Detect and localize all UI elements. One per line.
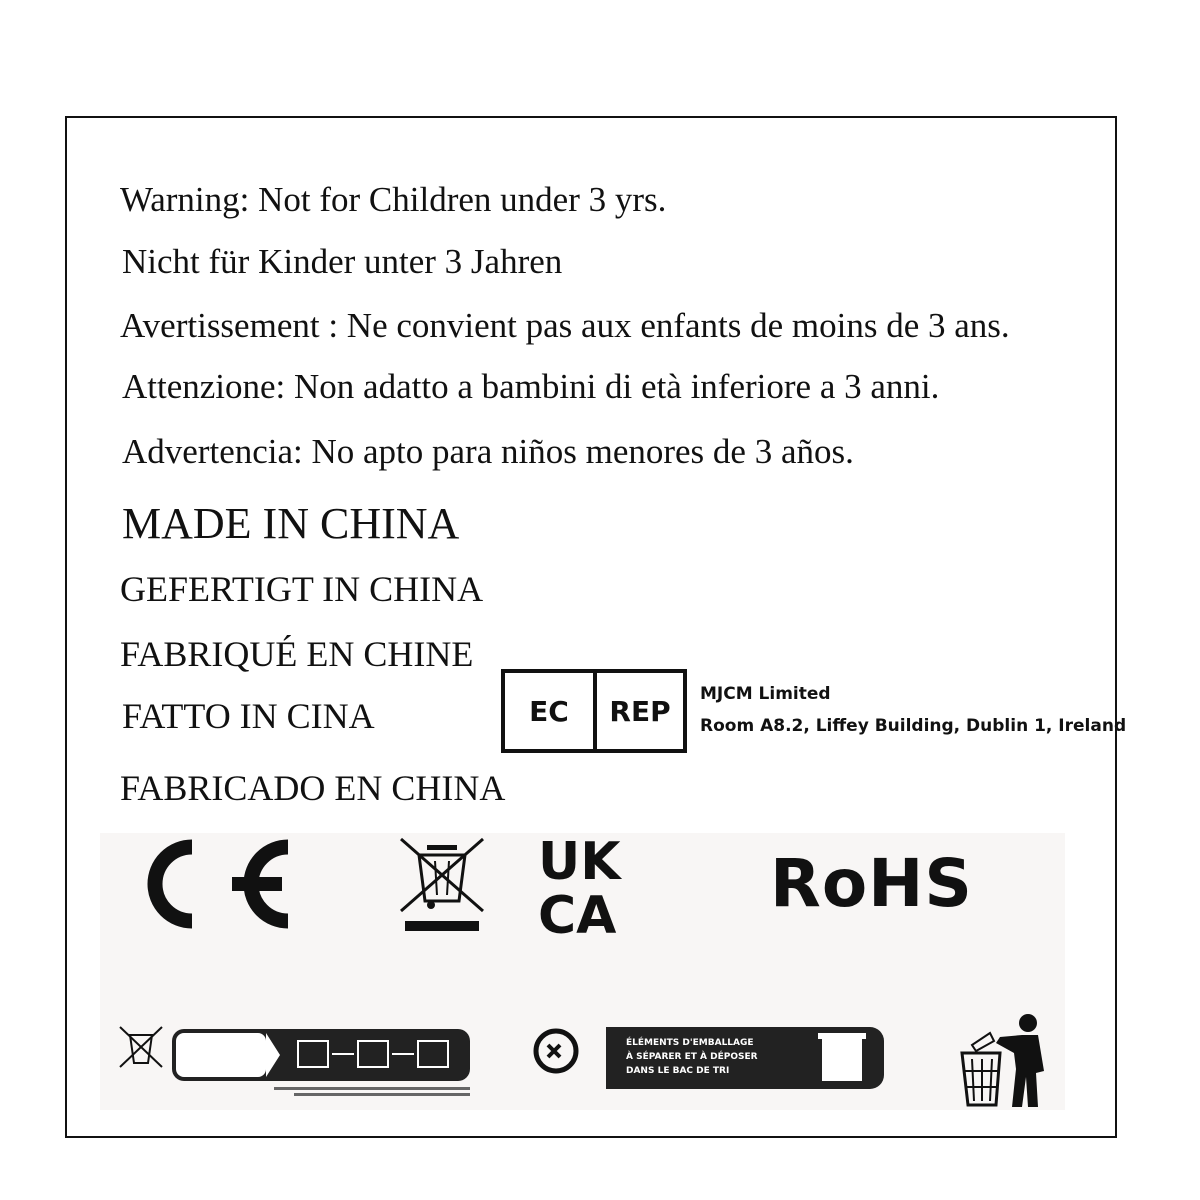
- packaging-text-1: ÉLÉMENTS D'EMBALLAGE: [626, 1038, 754, 1048]
- ec-rep-box: [501, 669, 687, 753]
- compliance-symbols-panel: [100, 833, 1065, 1110]
- ukca-top-text: UK: [538, 835, 621, 892]
- warning-es: Advertencia: No apto para niños menores de 3 años.: [122, 432, 854, 471]
- tidy-man-icon: [958, 1013, 1054, 1109]
- warning-en: Warning: Not for Children under 3 yrs.: [120, 180, 667, 219]
- packaging-text-3: DANS LE BAC DE TRI: [626, 1066, 730, 1076]
- crossed-out-wheelie-bin-icon: [395, 835, 490, 935]
- triman-packaging-icon: [530, 1023, 890, 1093]
- ce-mark-icon: [120, 839, 295, 929]
- warning-it: Attenzione: Non adatto a bambini di età inferiore a 3 anni.: [122, 367, 940, 406]
- origin-en: MADE IN CHINA: [122, 499, 460, 548]
- warning-de: Nicht für Kinder unter 3 Jahren: [122, 242, 563, 281]
- rohs-mark: RoHS: [770, 845, 973, 922]
- ukca-mark-icon: [536, 835, 666, 935]
- ukca-bottom-text: CA: [538, 886, 617, 935]
- ec-rep-company: MJCM Limited: [700, 684, 831, 704]
- packaging-text-2: À SÉPARER ET À DÉPOSER: [626, 1052, 758, 1062]
- origin-fr: FABRIQUÉ EN CHINE: [120, 634, 474, 674]
- ec-label: EC: [505, 673, 597, 749]
- origin-es: FABRICADO EN CHINA: [120, 768, 506, 808]
- origin-de: GEFERTIGT IN CHINA: [120, 569, 484, 609]
- ec-rep-address: Room A8.2, Liffey Building, Dublin 1, Ireland: [700, 716, 1127, 736]
- origin-it: FATTO IN CINA: [122, 696, 375, 736]
- rep-label: REP: [609, 694, 671, 728]
- warning-fr: Avertissement : Ne convient pas aux enfants de moins de 3 ans.: [120, 306, 1010, 345]
- triman-electronics-icon: [118, 1021, 478, 1101]
